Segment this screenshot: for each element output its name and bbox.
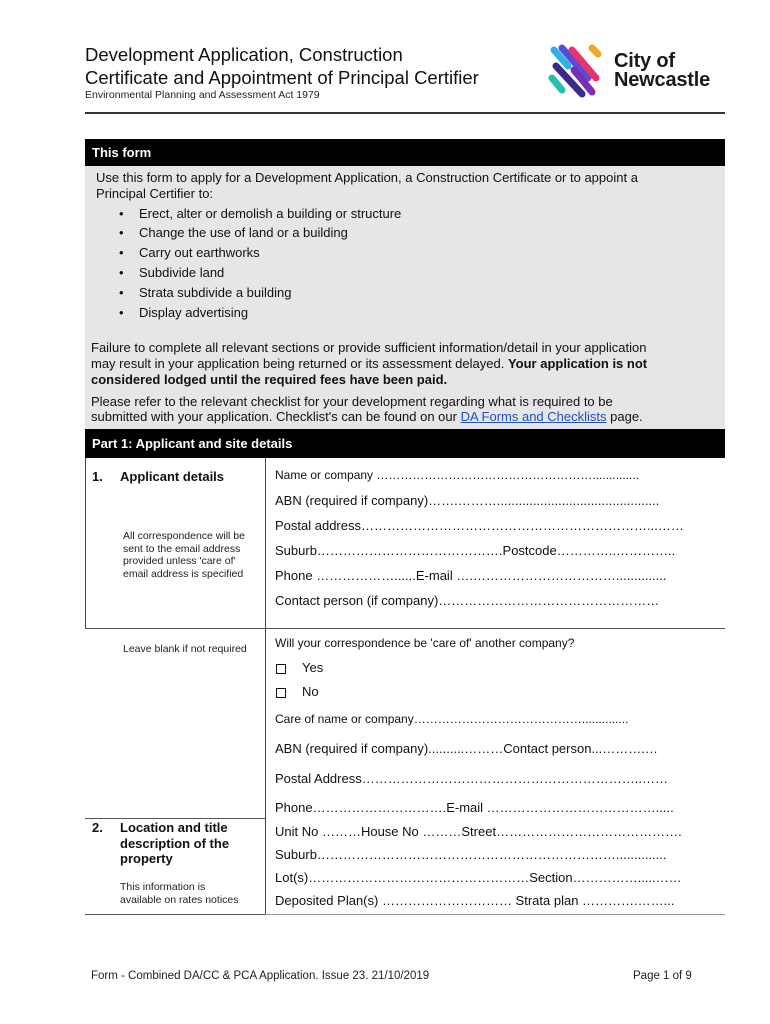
failure-text-line-1: Failure to complete all relevant sections or provide sufficient information/detail in your application: [91, 340, 647, 355]
postal-address-field[interactable]: Postal address…………………………………………………………...……: [275, 518, 684, 533]
unit-house-street-field[interactable]: Unit No ………House No ………Street…………………………………….: [275, 824, 682, 839]
section-1-title: Applicant details: [120, 469, 225, 484]
care-of-abn-contact-field[interactable]: ABN (required if company)..........………Contact person...……….…: [275, 741, 658, 756]
logo-wordmark: [614, 52, 710, 90]
care-of-no-option[interactable]: No: [276, 684, 319, 699]
table-border-bottom-right: [265, 914, 725, 915]
bullet-item: • Carry out earthworks: [119, 245, 260, 260]
bullet-item: • Subdivide land: [119, 265, 225, 280]
table-divider-horizontal: [85, 628, 725, 629]
leave-blank-note: Leave blank if not required: [123, 643, 247, 655]
correspondence-note: All correspondence will be sent to the email address provided unless 'care of' email address is specified: [123, 530, 245, 580]
section-2-title: Location and title description of the property: [120, 820, 230, 866]
lot-section-field[interactable]: Lot(s)……………………………………………Section…………….....……: [275, 870, 682, 885]
bullet-item: • Strata subdivide a building: [119, 285, 292, 300]
care-of-name-field[interactable]: Care of name or company……………………………………..............: [275, 712, 629, 726]
bullet-item: • Change the use of land or a building: [119, 225, 348, 240]
da-forms-checklists-link[interactable]: DA Forms and Checklists: [460, 409, 607, 424]
logo-line-1: City of: [614, 50, 675, 72]
table-border-left: [85, 458, 86, 628]
section-divider: [85, 818, 265, 819]
newcastle-logo-mark-icon: [548, 44, 610, 100]
document-title-line-2: Certificate and Appointment of Principal Certifier: [85, 67, 479, 88]
deposited-strata-plan-field[interactable]: Deposited Plan(s) ………………………… Strata plan ………….……...: [275, 893, 675, 908]
document-title-line-1: Development Application, Construction: [85, 44, 403, 65]
part-1-heading: Part 1: Applicant and site details: [85, 429, 725, 458]
logo-line-2: Newcastle: [614, 69, 711, 91]
document-subtitle: Environmental Planning and Assessment Act 1979: [85, 89, 320, 101]
header-divider: [85, 112, 725, 114]
name-or-company-field[interactable]: Name or company ………………………………………………..............: [275, 468, 640, 482]
section-2-number: 2.: [92, 820, 103, 835]
table-divider-vertical: [265, 458, 266, 914]
contact-person-field[interactable]: Contact person (if company)……………………………………………: [275, 593, 660, 608]
intro-text-line-1: Use this form to apply for a Development Application, a Construction Certificate or to appoint a: [96, 170, 638, 185]
footer-form-reference: Form - Combined DA/CC & PCA Application. Issue 23. 21/10/2019: [91, 970, 430, 982]
bullet-item: • Erect, alter or demolish a building or structure: [119, 206, 402, 221]
footer-page-number: Page 1 of 9: [633, 970, 692, 982]
care-of-postal-address-field[interactable]: Postal Address………………………………………………………..……: [275, 771, 668, 786]
intro-text-line-2: Principal Certifier to:: [96, 186, 214, 201]
care-of-phone-email-field[interactable]: Phone………………………….E-mail ………………………………….....: [275, 800, 674, 815]
section-1-number: 1.: [92, 469, 103, 484]
this-form-heading: This form: [85, 139, 725, 166]
table-border-bottom: [85, 914, 265, 915]
yes-checkbox[interactable]: [276, 664, 286, 674]
failure-text-line-3: considered lodged until the required fees have been paid.: [91, 372, 448, 387]
phone-email-field[interactable]: Phone ………………......E-mail ….……………………………..............: [275, 568, 667, 583]
no-checkbox[interactable]: [276, 688, 286, 698]
suburb-postcode-field[interactable]: Suburb…………………………………….Postcode…………..…………..: [275, 543, 676, 558]
checklist-text-line-1: Please refer to the relevant checklist for your development regarding what is required to be: [91, 394, 613, 409]
checklist-text-line-2: submitted with your application. Checklist's can be found on our DA Forms and Checklists page.: [91, 409, 643, 424]
bullet-item: • Display advertising: [119, 305, 249, 320]
abn-field[interactable]: ABN (required if company)…….……….............................................: [275, 493, 660, 508]
rates-notice-note: This information is available on rates notices: [120, 881, 239, 906]
care-of-yes-option[interactable]: Yes: [276, 660, 323, 675]
care-of-question: Will your correspondence be 'care of' another company?: [275, 636, 575, 650]
failure-text-line-2: may result in your application being returned or its assessment delayed. Your application is not: [91, 356, 648, 371]
property-suburb-field[interactable]: Suburb……………………………………………………………..............: [275, 847, 667, 862]
